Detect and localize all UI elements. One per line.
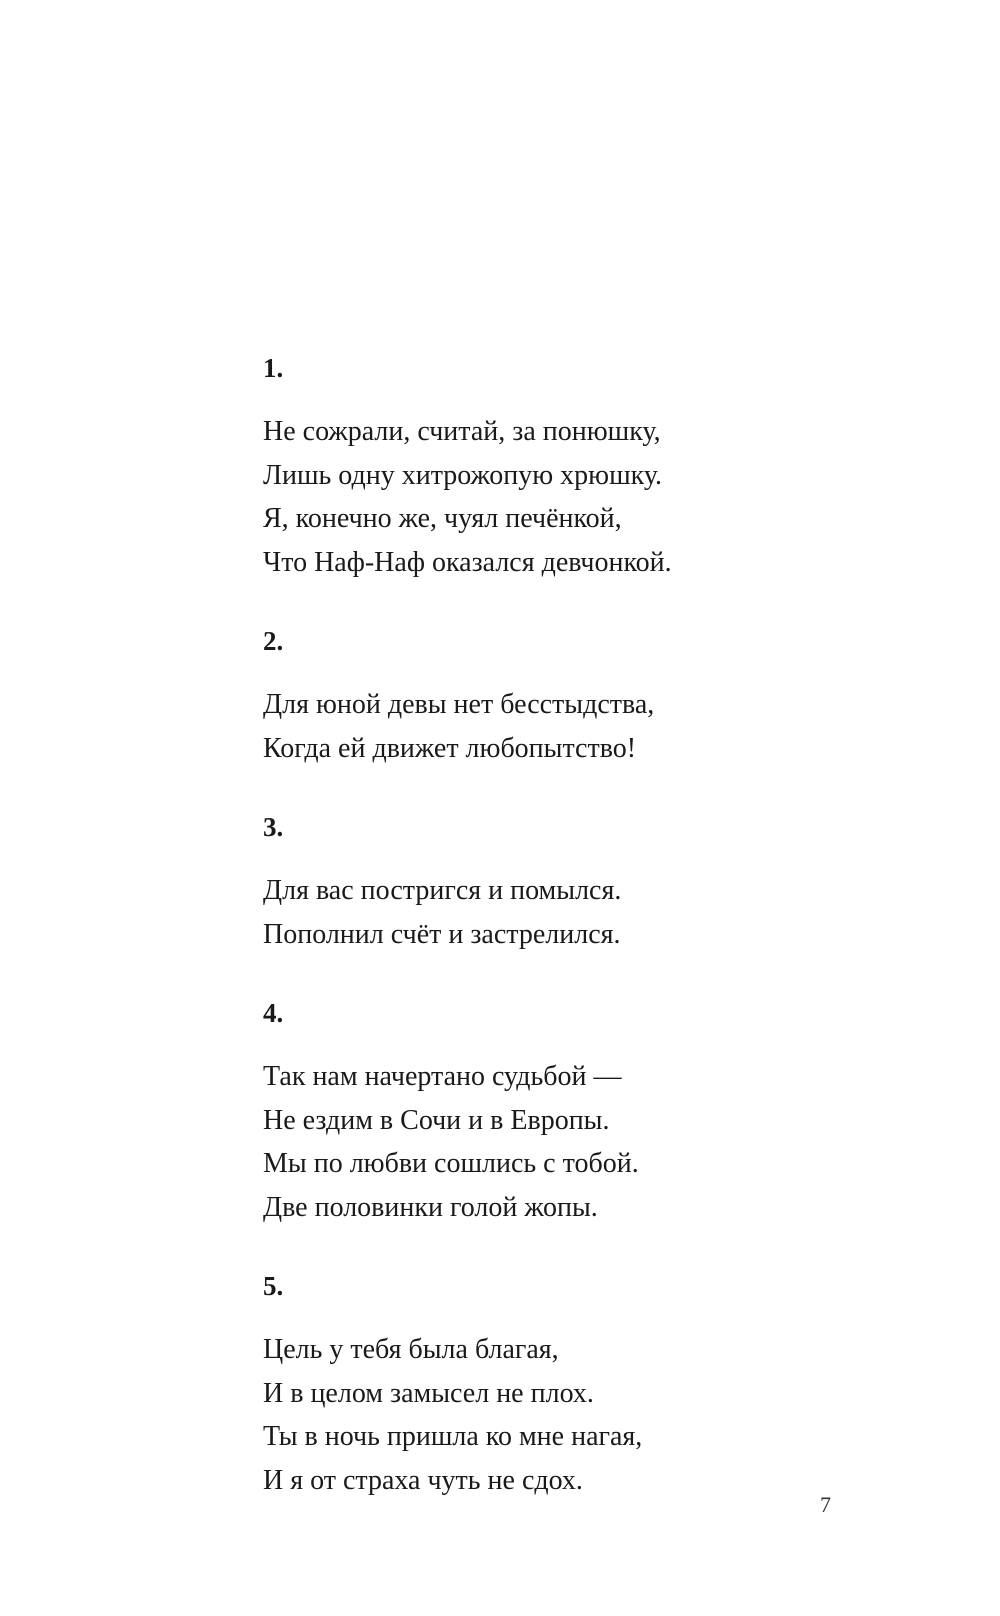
poem-2 [263, 625, 823, 770]
poem-line: Не сожрали, считай, за понюшку, [263, 416, 661, 447]
poem-number: 4. [263, 998, 284, 1028]
poem-line: Пополнил счёт и застрелился. [263, 918, 621, 950]
poem-1 [263, 352, 823, 584]
poem-line: Для юной девы нет бесстыдства, [263, 689, 655, 720]
poem-number: 2. [263, 626, 284, 656]
poem-number: 1. [263, 353, 284, 383]
poem-4 [263, 997, 823, 1229]
poem-line: Мы по любви сошлись с тобой. [263, 1148, 639, 1179]
poem-line: Лишь одну хитрожопую хрюшку. [263, 459, 663, 491]
poem-line: Я, конечно же, чуял печёнкой, [263, 503, 622, 534]
poem-line: Когда ей движет любопытство! [263, 732, 637, 764]
poem-line: И в целом замысел не плох. [263, 1377, 594, 1409]
poem-line: И я от страха чуть не сдох. [263, 1464, 583, 1496]
poem-number: 3. [263, 812, 284, 842]
poem-5 [263, 1270, 823, 1502]
poem-collection [263, 352, 823, 1502]
poem-line: Ты в ночь пришла ко мне нагая, [263, 1421, 643, 1452]
poem-line: Для вас постригся и помылся. [263, 875, 622, 906]
poem-line: Так нам начертано судьбой — [263, 1061, 622, 1092]
poem-line: Цель у тебя была благая, [263, 1334, 559, 1365]
poem-number: 5. [263, 1271, 284, 1301]
poem-line: Не ездим в Сочи и в Европы. [263, 1104, 610, 1136]
poem-stanza [263, 869, 823, 956]
poem-stanza [263, 683, 823, 770]
poem-3 [263, 811, 823, 956]
poem-stanza [263, 1328, 823, 1502]
poem-line: Что Наф-Наф оказался девчонкой. [263, 546, 672, 578]
page-number: 7 [820, 1492, 831, 1517]
poem-line: Две половинки голой жопы. [263, 1191, 598, 1223]
poem-stanza [263, 410, 823, 584]
poem-stanza [263, 1055, 823, 1229]
